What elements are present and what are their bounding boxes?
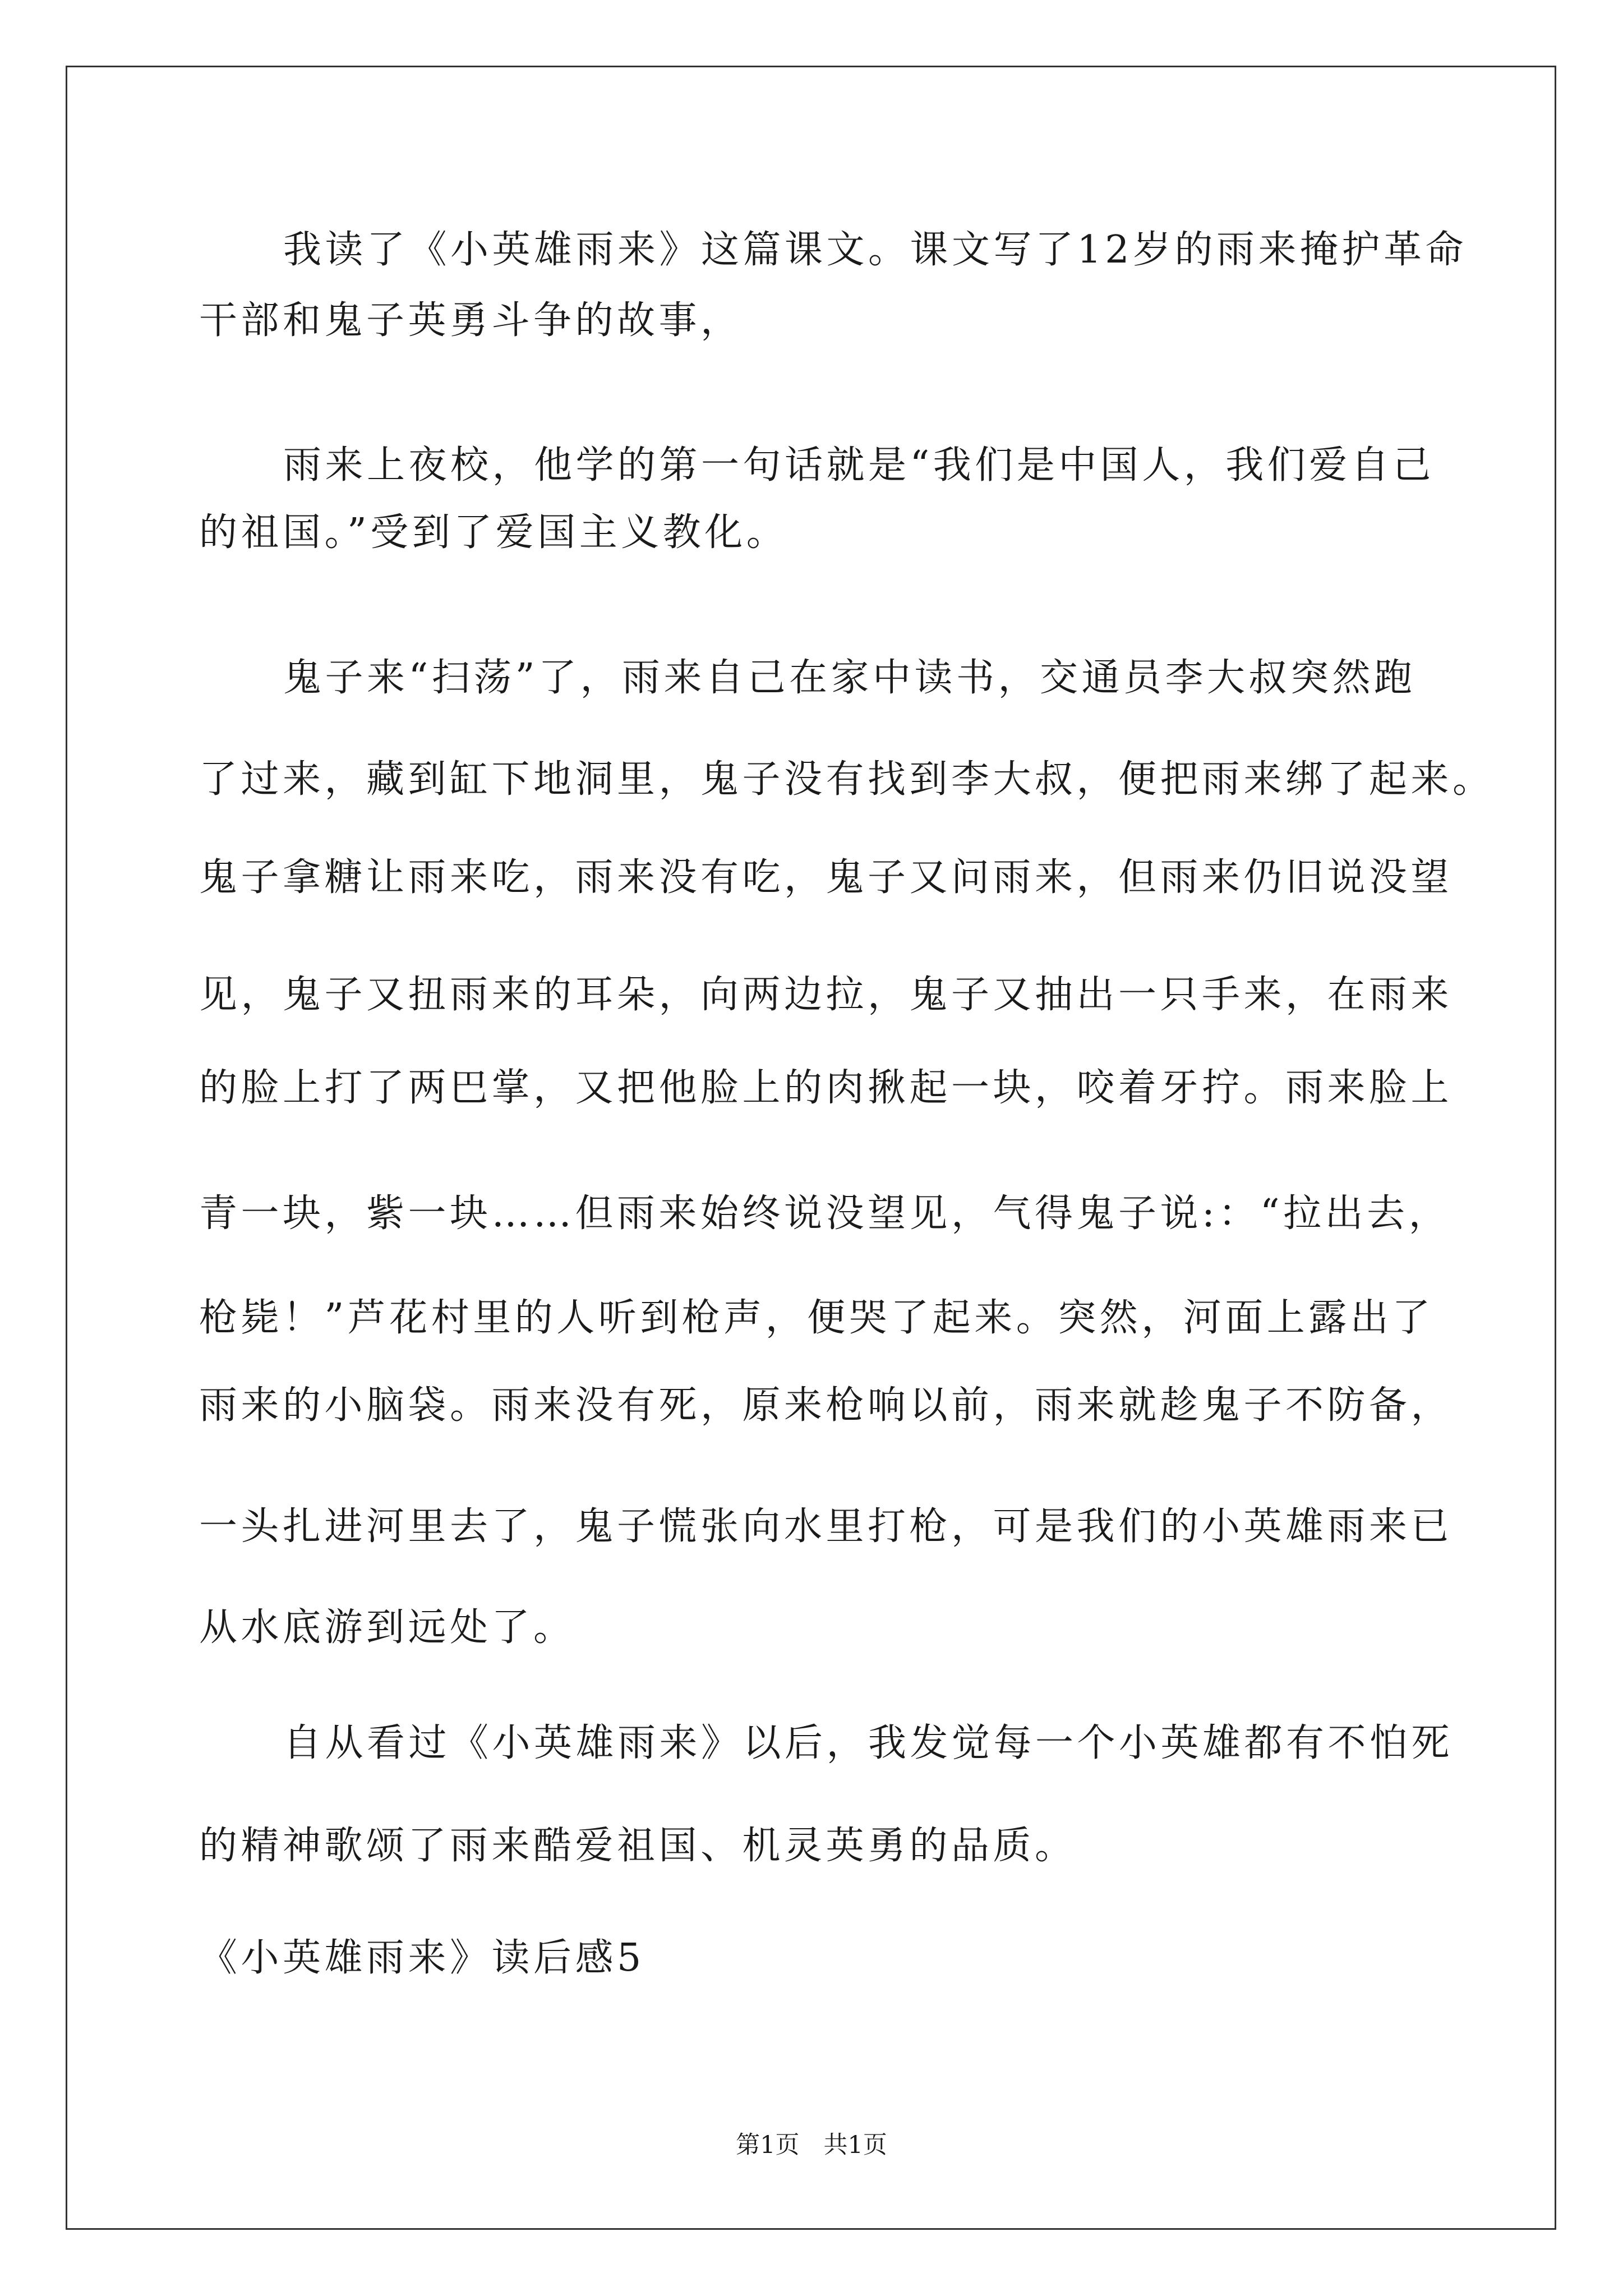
paragraph-3-line-1: 鬼子来“扫荡”了，雨来自己在家中读书，交通员李大叔突然跑 — [283, 656, 1416, 700]
paragraph-3-line-6: 青一块，紫一块……但雨来始终说没望见，气得鬼子说:：“拉出去， — [199, 1191, 1451, 1236]
paragraph-3-line-10: 从水底游到远处了。 — [199, 1605, 575, 1650]
paragraph-1-line-1: 我读了《小英雄雨来》这篇课文。课文写了12岁的雨来掩护革命 — [283, 228, 1468, 272]
paragraph-3-line-5: 的脸上打了两巴掌，又把他脸上的肉揪起一块，咬着牙拧。雨来脸上 — [199, 1066, 1453, 1110]
paragraph-2-line-1: 雨来上夜校，他学的第一句话就是“我们是中国人，我们爱自己 — [283, 443, 1435, 487]
paragraph-4-line-1: 自从看过《小英雄雨来》以后，我发觉每一个小英雄都有不怕死 — [283, 1721, 1454, 1765]
paragraph-3-line-8: 雨来的小脑袋。雨来没有死，原来枪响以前，雨来就趁鬼子不防备， — [199, 1383, 1453, 1428]
paragraph-3-line-3: 鬼子拿糖让雨来吃，雨来没有吃，鬼子又问雨来，但雨来仍旧说没望 — [199, 855, 1453, 900]
page-border — [66, 66, 1556, 2230]
paragraph-3-line-7: 枪毙！”芦花村里的人听到枪声，便哭了起来。突然，河面上露出了 — [199, 1296, 1434, 1340]
page-number-footer: 第1页 共1页 — [736, 2131, 887, 2159]
section-heading: 《小英雄雨来》读后感5 — [199, 1936, 645, 1980]
paragraph-3-line-2: 了过来，藏到缸下地洞里，鬼子没有找到李大叔，便把雨来绑了起来。 — [199, 757, 1495, 802]
paragraph-2-line-2: 的祖国。”受到了爱国主义教化。 — [199, 510, 789, 555]
paragraph-3-line-9: 一头扎进河里去了，鬼子慌张向水里打枪，可是我们的小英雄雨来已 — [199, 1504, 1453, 1549]
paragraph-3-line-4: 见，鬼子又扭雨来的耳朵，向两边拉，鬼子又抽出一只手来，在雨来 — [199, 973, 1453, 1017]
paragraph-1-line-2: 干部和鬼子英勇斗争的故事， — [199, 298, 743, 343]
paragraph-4-line-2: 的精神歌颂了雨来酷爱祖国、机灵英勇的品质。 — [199, 1824, 1077, 1868]
